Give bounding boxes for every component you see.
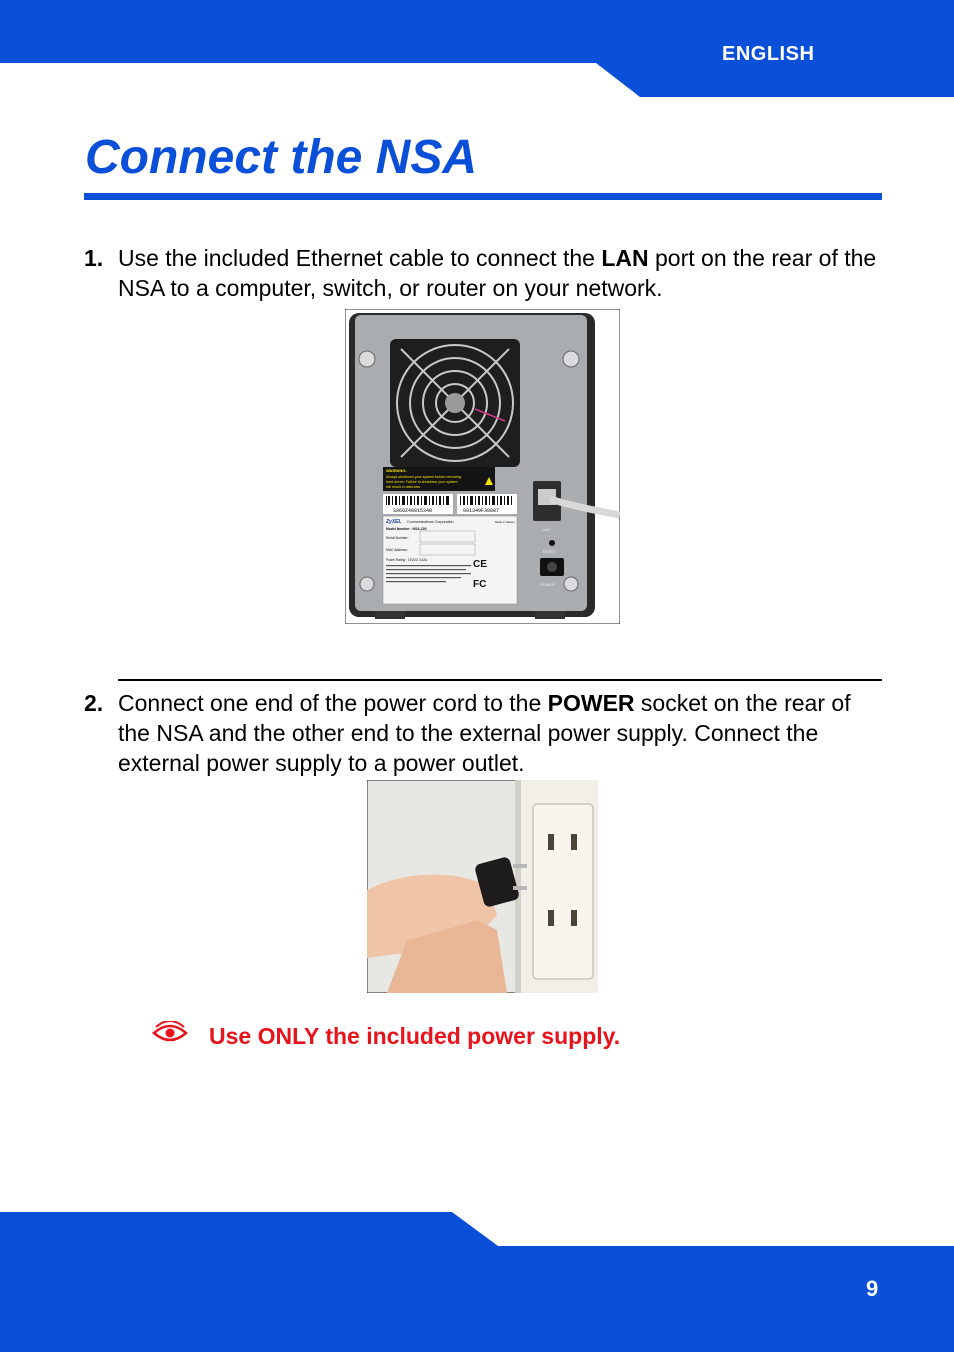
svg-text:Power Rating : 12VDC 3.42A: Power Rating : 12VDC 3.42A xyxy=(386,558,428,562)
eye-icon xyxy=(152,1021,188,1045)
page-number: 9 xyxy=(866,1276,879,1301)
brand-logo: ZyXEL xyxy=(386,519,402,525)
svg-text:Serial Number:: Serial Number: xyxy=(386,536,409,540)
step-text: Connect one end of the power cord to the POWER socket on the rear of the NSA and the other end to the external power supply. Connect the external power supply to a power outlet. xyxy=(118,690,851,776)
fan-grille xyxy=(390,339,520,467)
step-number: 2. xyxy=(84,690,104,716)
section-divider xyxy=(118,679,882,681)
svg-text:MAC Address:: MAC Address: xyxy=(386,548,408,552)
svg-text:will result in data loss.: will result in data loss. xyxy=(386,485,421,489)
barcode-left-text: S060Z48015348 xyxy=(393,508,433,514)
footer-band xyxy=(0,1212,954,1352)
title-rule xyxy=(84,193,882,200)
step-number: 1. xyxy=(84,245,104,271)
warning-title: WARNING: xyxy=(386,468,407,473)
power-outlet-image xyxy=(367,780,598,993)
svg-text:POWER: POWER xyxy=(540,582,556,587)
svg-text:Communications Corporation: Communications Corporation xyxy=(407,520,454,524)
svg-text:Made in Taiwan: Made in Taiwan xyxy=(495,520,515,524)
language-label: ENGLISH xyxy=(722,43,815,65)
svg-text:RESET: RESET xyxy=(543,549,557,554)
svg-text:CE: CE xyxy=(473,559,487,570)
svg-text:Always shutdown your system be: Always shutdown your system before removing xyxy=(386,475,462,479)
lan-port-text: LAN xyxy=(542,527,550,532)
svg-text:Model Number : NSA-220: Model Number : NSA-220 xyxy=(386,527,427,531)
warning-note: Use ONLY the included power supply. xyxy=(209,1023,621,1049)
step-text: Use the included Ethernet cable to connect the LAN port on the rear of the NSA to a computer, switch, or router on your network. xyxy=(118,245,877,301)
nsa-rear-panel-image xyxy=(345,309,620,624)
lan-port-label: LAN xyxy=(601,245,649,271)
svg-text:FC: FC xyxy=(473,579,487,590)
svg-text:hard drives. Failure to shutdo: hard drives. Failure to shutdown your system xyxy=(386,480,458,484)
power-socket-label: POWER xyxy=(547,690,635,716)
page-title: Connect the NSA xyxy=(85,131,478,184)
barcode-right-text: 001349F30087 xyxy=(463,508,500,514)
